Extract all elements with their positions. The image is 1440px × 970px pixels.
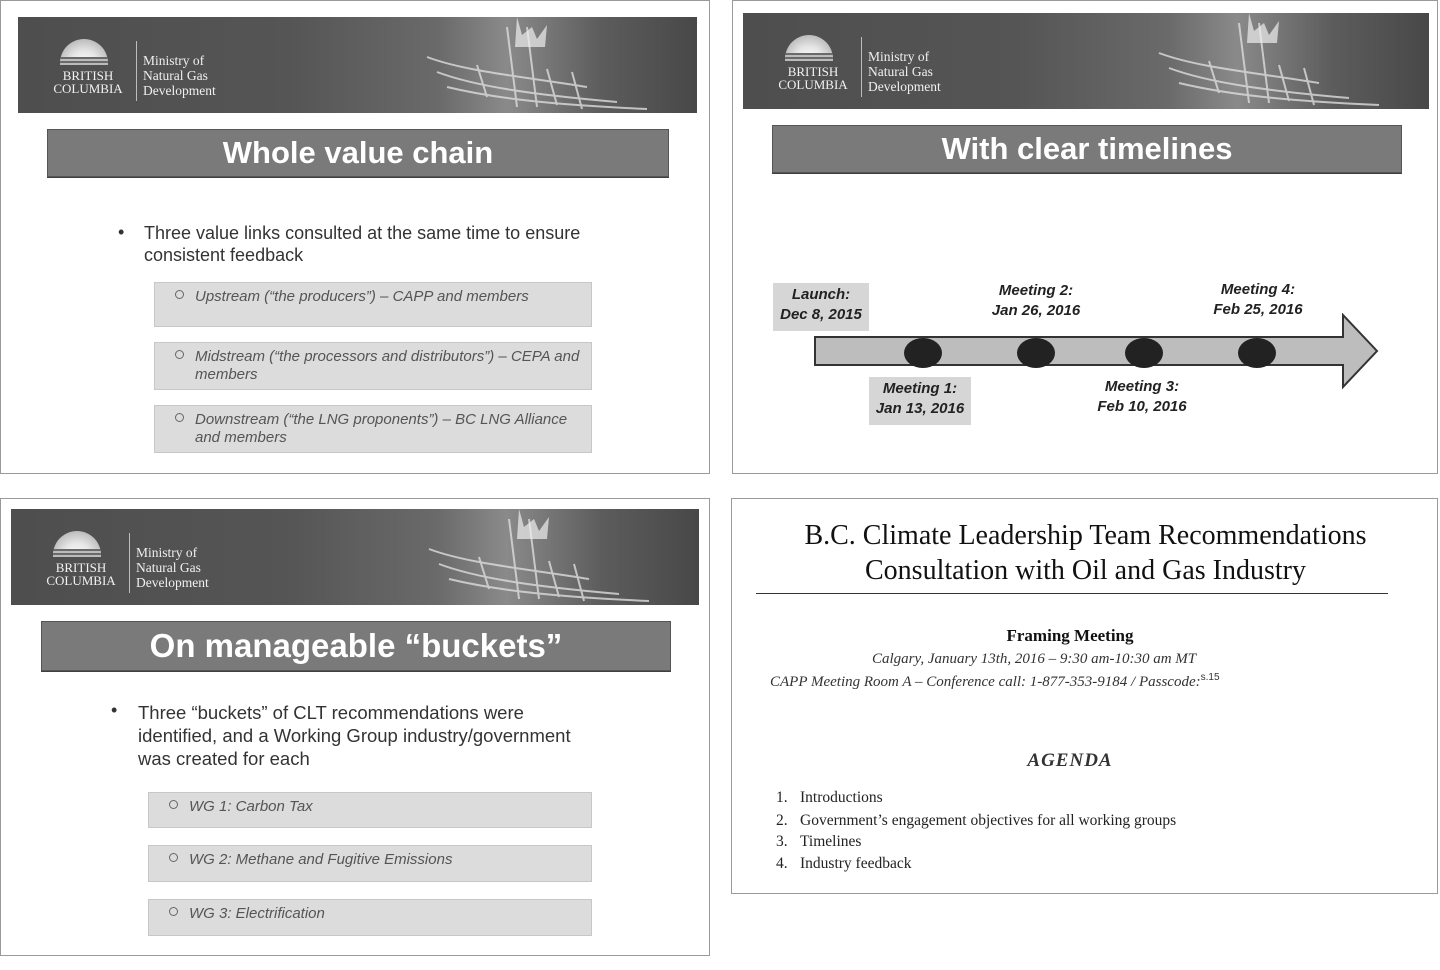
sun-emblem-icon <box>785 35 833 61</box>
milestone-meeting-3 <box>1089 377 1195 417</box>
milestone-dot <box>904 338 942 368</box>
circle-bullet-icon <box>175 290 184 299</box>
meeting-when: Calgary, January 13th, 2016 – 9:30 am-10:30 am MT <box>872 651 1197 667</box>
milestone-date: Jan 26, 2016 <box>991 302 1081 319</box>
bc-logo <box>41 531 121 591</box>
title-rule <box>756 593 1388 594</box>
circle-bullet-icon <box>175 413 184 422</box>
logo-text-columbia: COLUMBIA <box>53 81 123 96</box>
ministry-name <box>143 53 216 98</box>
milestone-name: Meeting 2: <box>998 282 1074 299</box>
agenda-heading: AGENDA <box>1027 750 1113 771</box>
ministry-line: Natural Gas <box>143 68 208 83</box>
agenda-item-text: Timelines <box>800 833 862 850</box>
milestone-dot <box>1017 338 1055 368</box>
sub-item <box>148 899 592 936</box>
ministry-banner <box>11 509 699 605</box>
ministry-line: Development <box>143 83 216 98</box>
logo-text-columbia: COLUMBIA <box>778 77 848 92</box>
slide-title: With clear timelines <box>772 125 1402 173</box>
document-title-line-1: B.C. Climate Leadership Team Recommendations <box>804 520 1367 551</box>
milestone-name: Meeting 4: <box>1220 281 1296 298</box>
sub-item-text: WG 1: Carbon Tax <box>189 798 313 815</box>
sun-emblem-icon <box>53 531 101 557</box>
document-title-line-2: Consultation with Oil and Gas Industry <box>865 555 1306 586</box>
agenda-item-text: Introductions <box>800 789 883 806</box>
slide-title: On manageable “buckets” <box>41 621 671 671</box>
ministry-line: Ministry of <box>136 545 198 560</box>
milestone-dot <box>1125 338 1163 368</box>
milestone-date: Dec 8, 2015 <box>780 306 862 323</box>
sub-item <box>154 282 592 327</box>
slide-title: Whole value chain <box>47 129 669 177</box>
coat-of-arms-decoration <box>389 509 689 605</box>
logo-text-british: BRITISH <box>62 68 114 83</box>
sub-item-text: Midstream (“the processors and distributors”) – CEPA and members <box>195 348 580 383</box>
sub-item <box>148 845 592 882</box>
sub-item-text: Upstream (“the producers”) – CAPP and members <box>195 288 529 305</box>
ministry-line: Ministry of <box>868 49 930 64</box>
ministry-line: Natural Gas <box>136 560 201 575</box>
bullet-marker: • <box>111 700 118 720</box>
ministry-banner <box>743 13 1429 109</box>
agenda-item-number: 3. <box>776 833 788 850</box>
ministry-line: Development <box>136 575 209 590</box>
logo-text-columbia: COLUMBIA <box>46 573 116 588</box>
milestone-meeting-1 <box>869 377 971 425</box>
sub-item-text: Downstream (“the LNG proponents”) – BC LNG Alliance and members <box>195 411 568 446</box>
sub-item <box>154 342 592 390</box>
ministry-line: Ministry of <box>143 53 205 68</box>
milestone-date: Feb 25, 2016 <box>1213 301 1303 318</box>
sun-emblem-icon <box>60 39 108 65</box>
sub-item-text: WG 3: Electrification <box>189 905 325 922</box>
logo-divider <box>136 41 137 101</box>
agenda-item-number: 1. <box>776 789 788 806</box>
agenda-item <box>776 812 1176 830</box>
milestone-dot <box>1238 338 1276 368</box>
agenda-item <box>776 833 861 851</box>
logo-divider <box>129 533 130 593</box>
agenda-item <box>776 855 911 873</box>
milestone-date: Feb 10, 2016 <box>1097 398 1187 415</box>
ministry-line: Natural Gas <box>868 64 933 79</box>
milestone-meeting-2 <box>983 281 1089 321</box>
bc-logo <box>48 39 128 99</box>
ministry-name <box>868 49 941 94</box>
agenda-item-text: Government’s engagement objectives for all working groups <box>800 812 1177 829</box>
agenda-document <box>731 498 1438 894</box>
milestone-name: Launch: <box>791 286 851 303</box>
logo-text-british: BRITISH <box>787 64 839 79</box>
circle-bullet-icon <box>175 350 184 359</box>
meeting-where <box>770 672 1220 691</box>
slide-clear-timelines <box>732 0 1438 474</box>
redaction-code: s.15 <box>1200 672 1220 683</box>
ministry-banner <box>18 17 697 113</box>
milestone-launch <box>773 283 869 331</box>
agenda-item-number: 2. <box>776 812 788 829</box>
meeting-location-text: CAPP Meeting Room A – Conference call: 1-877-353-9184 / Passcode: <box>770 674 1201 690</box>
slide-whole-value-chain <box>0 0 710 474</box>
coat-of-arms-decoration <box>387 17 687 113</box>
agenda-item-number: 4. <box>776 855 788 872</box>
agenda-item-text: Industry feedback <box>800 855 912 872</box>
milestone-date: Jan 13, 2016 <box>875 400 965 417</box>
sub-item <box>154 405 592 453</box>
logo-divider <box>861 37 862 97</box>
logo-text-british: BRITISH <box>55 560 107 575</box>
bc-logo <box>773 35 853 95</box>
meeting-title: Framing Meeting <box>1006 626 1134 645</box>
circle-bullet-icon <box>169 907 178 916</box>
ministry-line: Development <box>868 79 941 94</box>
milestone-meeting-4 <box>1205 280 1311 320</box>
bullet-text: Three “buckets” of CLT recommendations were identified, and a Working Group industry/government was created for each <box>138 702 571 769</box>
sub-item-text: WG 2: Methane and Fugitive Emissions <box>189 851 453 868</box>
agenda-item <box>776 789 883 807</box>
bullet-marker: • <box>118 222 125 242</box>
slide-manageable-buckets <box>0 498 710 956</box>
milestone-name: Meeting 1: <box>882 380 958 397</box>
circle-bullet-icon <box>169 853 178 862</box>
ministry-name <box>136 545 209 590</box>
sub-item <box>148 792 592 828</box>
bullet-text: Three value links consulted at the same time to ensure consistent feedback <box>144 223 581 265</box>
coat-of-arms-decoration <box>1119 13 1419 109</box>
circle-bullet-icon <box>169 800 178 809</box>
milestone-name: Meeting 3: <box>1104 378 1180 395</box>
